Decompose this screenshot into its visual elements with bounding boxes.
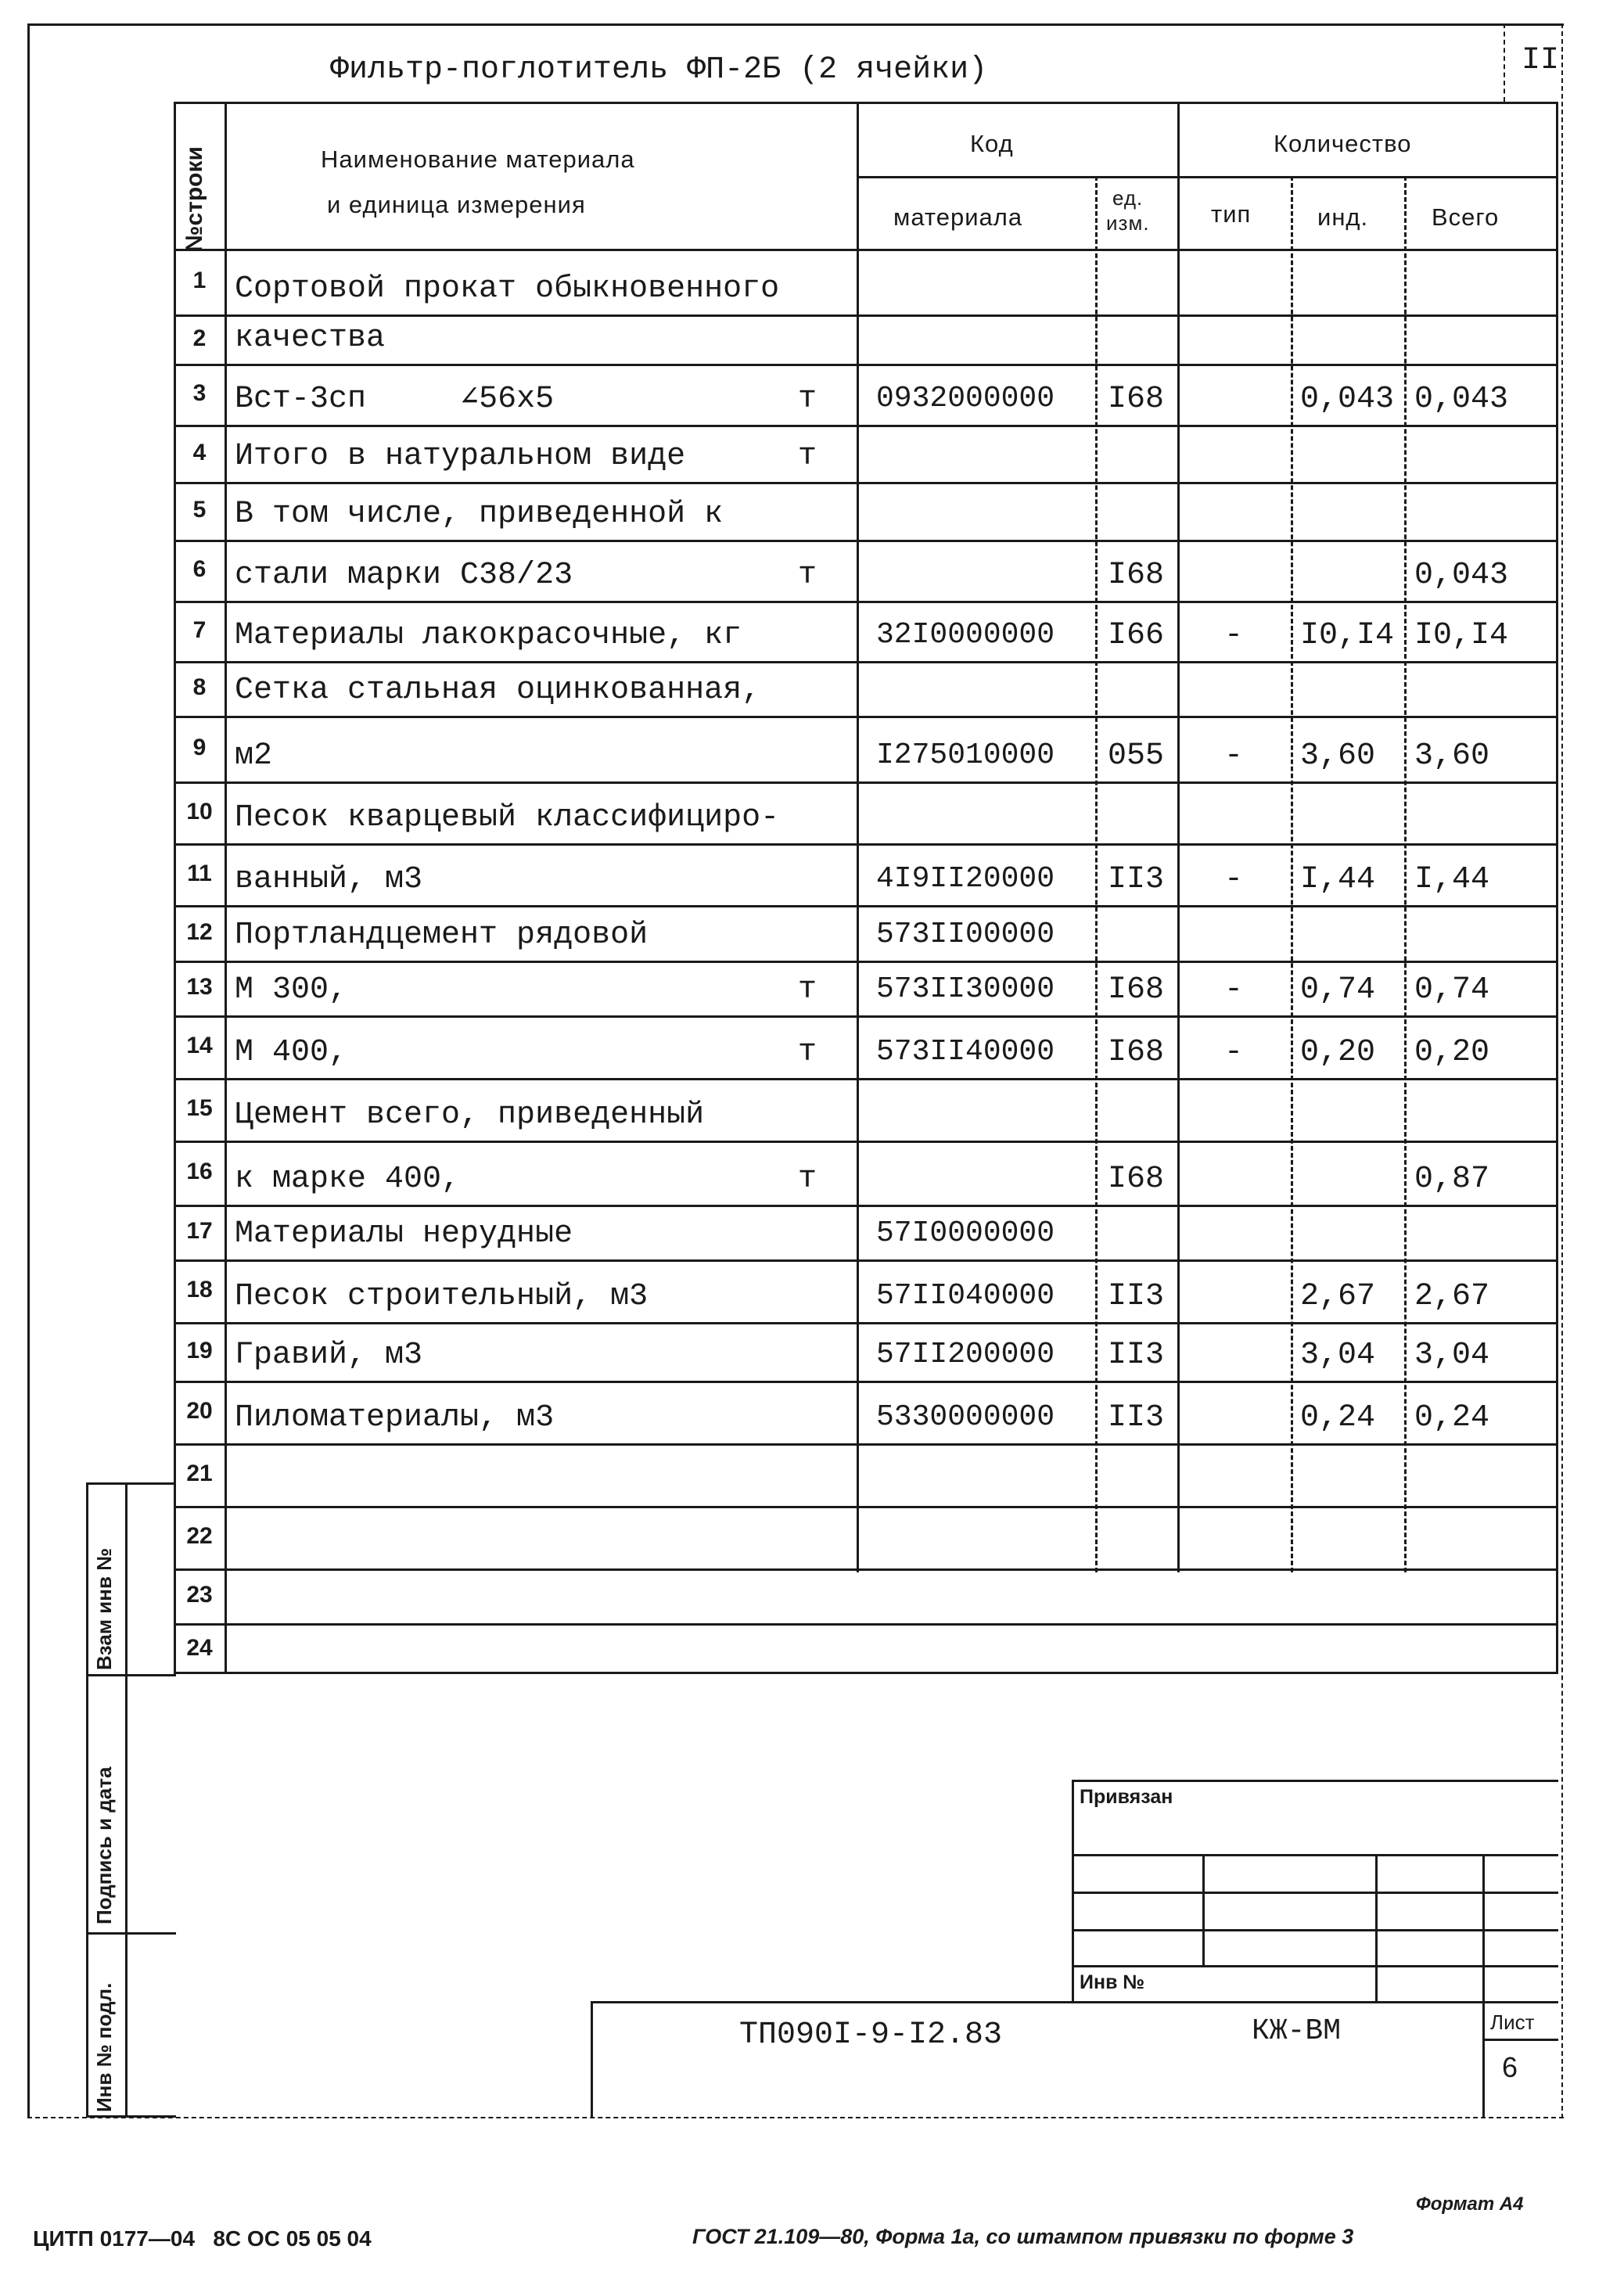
row-code: 57II200000 [876, 1338, 1055, 1371]
row-number: 6 [192, 556, 207, 582]
table-row [0, 1205, 1624, 1259]
row-number: 18 [186, 1277, 213, 1302]
row-code: 57II040000 [876, 1279, 1055, 1313]
stamp-row-2 [1072, 1892, 1558, 1894]
row-code: 4I9II20000 [876, 862, 1055, 896]
row-type: - [1224, 618, 1244, 653]
table-row [0, 249, 1624, 314]
row-name: Портландцемент рядовой [235, 918, 649, 953]
row-total: 0,24 [1414, 1400, 1490, 1435]
row-name: Гравий, м3 [235, 1338, 423, 1373]
row-name: Сортовой прокат обыкновенного [235, 271, 780, 307]
row-unit: I68 [1107, 382, 1164, 417]
table-row [0, 1141, 1624, 1205]
row-code: 573II30000 [876, 972, 1055, 1006]
row-unit: I68 [1107, 972, 1164, 1008]
row-name: м2 [235, 738, 273, 774]
table-row [0, 961, 1624, 1015]
row-unit-t: т [798, 1035, 817, 1070]
row-number: 24 [186, 1634, 213, 1661]
row-number: 22 [186, 1523, 213, 1549]
row-number: 1 [192, 268, 207, 293]
row-number: 11 [187, 860, 212, 886]
stamp-left-line [1072, 1780, 1074, 2001]
row-code: 0932000000 [876, 382, 1055, 415]
table-row [0, 1381, 1624, 1443]
row-total: 0,043 [1414, 558, 1509, 593]
row-type: - [1224, 862, 1244, 897]
row-number: 19 [186, 1337, 213, 1364]
code-material-header: материала [893, 203, 1023, 231]
stamp-sheet-no: 6 [1502, 2051, 1518, 2083]
row-ind: 3,60 [1300, 738, 1376, 774]
table-row [0, 1322, 1624, 1381]
row-code: 573II40000 [876, 1035, 1055, 1069]
row-number: 7 [192, 616, 207, 643]
row-name: Цемент всего, приведенный [235, 1098, 705, 1133]
row-name: Песок строительный, м3 [235, 1279, 649, 1314]
row-number: 14 [186, 1033, 213, 1058]
table-row [0, 1623, 1624, 1674]
stamp-row-3 [1072, 1929, 1558, 1931]
row-total: 3,04 [1414, 1338, 1490, 1373]
row-total: 0,20 [1414, 1035, 1490, 1070]
row-name: к марке 400, [235, 1162, 461, 1197]
row-unit: I68 [1107, 1162, 1164, 1197]
row-unit: II3 [1107, 1338, 1164, 1373]
table-row [0, 482, 1624, 540]
row-code: I275010000 [876, 738, 1055, 772]
side-strip-div-2 [86, 1932, 176, 1935]
title-block-top [591, 2001, 1558, 2003]
row-ind: 0,20 [1300, 1035, 1376, 1070]
row-name: Пиломатериалы, м3 [235, 1400, 555, 1435]
table-row [0, 314, 1624, 364]
row-unit: 055 [1107, 738, 1164, 774]
row-number: 16 [186, 1159, 213, 1184]
row-total: 0,87 [1414, 1162, 1490, 1197]
row-number: 21 [186, 1461, 213, 1486]
row-ind: 0,74 [1300, 972, 1376, 1008]
outer-frame-bottom [27, 2117, 1564, 2118]
stamp-row-4 [1072, 1965, 1558, 1967]
side-strip-mid [125, 1482, 128, 2118]
header-mid-line [857, 176, 1558, 178]
table-row [0, 905, 1624, 961]
row-number: 20 [186, 1398, 213, 1424]
row-number: 17 [186, 1218, 213, 1244]
code-header: Код [970, 130, 1014, 157]
qty-total-header: Всего [1432, 203, 1500, 231]
row-number-header: №строки [181, 146, 207, 252]
name-header-line2: и единица измерения [327, 191, 586, 218]
row-code: 5330000000 [876, 1400, 1055, 1434]
row-number: 12 [186, 918, 213, 945]
sheet-mark: II [1522, 43, 1560, 78]
table-row [0, 781, 1624, 843]
row-name: Сетка стальная оцинкованная, [235, 673, 761, 708]
row-unit: II3 [1107, 1400, 1164, 1435]
row-total: I,44 [1414, 862, 1490, 897]
footer-left: ЦИТП 0177—04 8С ОС 05 05 04 [33, 2226, 372, 2251]
row-total: 2,67 [1414, 1279, 1490, 1314]
table-row [0, 425, 1624, 482]
stamp-top-line [1072, 1780, 1558, 1782]
row-unit: II3 [1107, 1279, 1164, 1314]
stamp-doc-mark: КЖ-ВМ [1252, 2014, 1342, 2048]
row-unit-t: т [798, 382, 817, 417]
row-unit: I68 [1107, 1035, 1164, 1070]
row-name: В том числе, приведенной к [235, 497, 724, 532]
row-total: 0,74 [1414, 972, 1490, 1008]
row-total: 3,60 [1414, 738, 1490, 774]
side-strip-div-1 [86, 1674, 176, 1676]
title-block-sheet-col [1482, 2001, 1485, 2118]
stamp-privyazan: Привязан [1080, 1786, 1173, 1808]
row-name: качества [235, 321, 386, 356]
footer-format: Формат А4 [1416, 2194, 1524, 2215]
table-row [0, 601, 1624, 661]
stamp-col-1 [1202, 1854, 1205, 1965]
stamp-sheet-label: Лист [1490, 2010, 1535, 2034]
row-number: 13 [186, 974, 213, 1000]
row-total: I0,I4 [1414, 618, 1509, 653]
table-row [0, 1568, 1624, 1623]
code-unit-header-2: изм. [1106, 211, 1150, 235]
row-type: - [1224, 738, 1244, 774]
table-row [0, 1443, 1624, 1506]
row-ind: 3,04 [1300, 1338, 1376, 1373]
stamp-col-2 [1375, 1854, 1378, 2001]
row-ind: I0,I4 [1300, 618, 1395, 653]
row-number: 8 [192, 674, 207, 700]
row-ind: I,44 [1300, 862, 1376, 897]
row-name: М 300, [235, 972, 348, 1008]
outer-frame-top [27, 23, 1564, 26]
row-unit-t: т [798, 1162, 817, 1197]
stamp-inv-no: Инв № [1080, 1971, 1145, 1993]
row-unit-t: т [798, 972, 817, 1008]
row-ind: 0,043 [1300, 382, 1395, 417]
row-name: стали марки С38/23 [235, 558, 573, 593]
name-header-line1: Наименование материала [321, 146, 635, 173]
row-ind: 0,24 [1300, 1400, 1376, 1435]
row-total: 0,043 [1414, 382, 1509, 417]
row-name: Материалы нерудные [235, 1216, 573, 1252]
row-unit: I66 [1107, 618, 1164, 653]
side-label-vzam: Взам инв № [92, 1547, 116, 1670]
side-label-inv-podl: Инв № подл. [92, 1982, 116, 2112]
code-unit-header-1: ед. [1112, 186, 1144, 210]
row-type: - [1224, 972, 1244, 1008]
row-code: 573II00000 [876, 918, 1055, 951]
side-label-podpis: Подпись и дата [92, 1766, 116, 1924]
row-name: Итого в натуральном виде [235, 439, 686, 474]
table-row [0, 843, 1624, 905]
row-name: М 400, [235, 1035, 348, 1070]
footer-right: ГОСТ 21.109—80, Форма 1а, со штампом привязки по форме 3 [692, 2225, 1354, 2248]
row-unit-t: т [798, 558, 817, 593]
table-row [0, 1078, 1624, 1141]
stamp-row-1 [1072, 1854, 1558, 1856]
row-number: 10 [186, 798, 213, 825]
row-code: 32I0000000 [876, 618, 1055, 652]
row-name: ванный, м3 [235, 862, 423, 897]
stamp-doc-code: ТП090I-9-I2.83 [739, 2018, 1003, 2053]
row-number: 4 [192, 439, 207, 465]
row-name: Вст-3сп ∠56х5 [235, 382, 555, 417]
page-title: Фильтр-поглотитель ФП-2Б (2 ячейки) [330, 52, 988, 88]
row-name: Песок кварцевый классифициро- [235, 800, 780, 835]
row-number: 5 [192, 497, 207, 523]
row-unit: II3 [1107, 862, 1164, 897]
row-type: - [1224, 1035, 1244, 1070]
row-number: 23 [186, 1582, 213, 1608]
row-unit-t: т [798, 439, 817, 474]
row-code: 57I0000000 [876, 1216, 1055, 1250]
title-block-sheet-row [1482, 2039, 1558, 2041]
row-number: 2 [192, 325, 207, 351]
table-row [0, 540, 1624, 601]
row-ind: 2,67 [1300, 1279, 1376, 1314]
qty-type-header: тип [1211, 200, 1252, 228]
table-row [0, 1259, 1624, 1322]
sheet-mark-divider [1504, 23, 1505, 102]
table-row [0, 1015, 1624, 1078]
row-number: 15 [186, 1095, 213, 1121]
row-number: 3 [192, 380, 207, 406]
quantity-header: Количество [1274, 130, 1412, 157]
stamp-col-3 [1482, 1854, 1485, 2001]
title-block-left [591, 2001, 593, 2118]
qty-ind-header: инд. [1317, 203, 1369, 231]
row-number: 9 [192, 735, 207, 760]
row-name: Материалы лакокрасочные, кг [235, 618, 742, 653]
table-row [0, 1506, 1624, 1568]
table-row [0, 661, 1624, 716]
table-row [0, 716, 1624, 781]
row-unit: I68 [1107, 558, 1164, 593]
table-row [0, 364, 1624, 425]
